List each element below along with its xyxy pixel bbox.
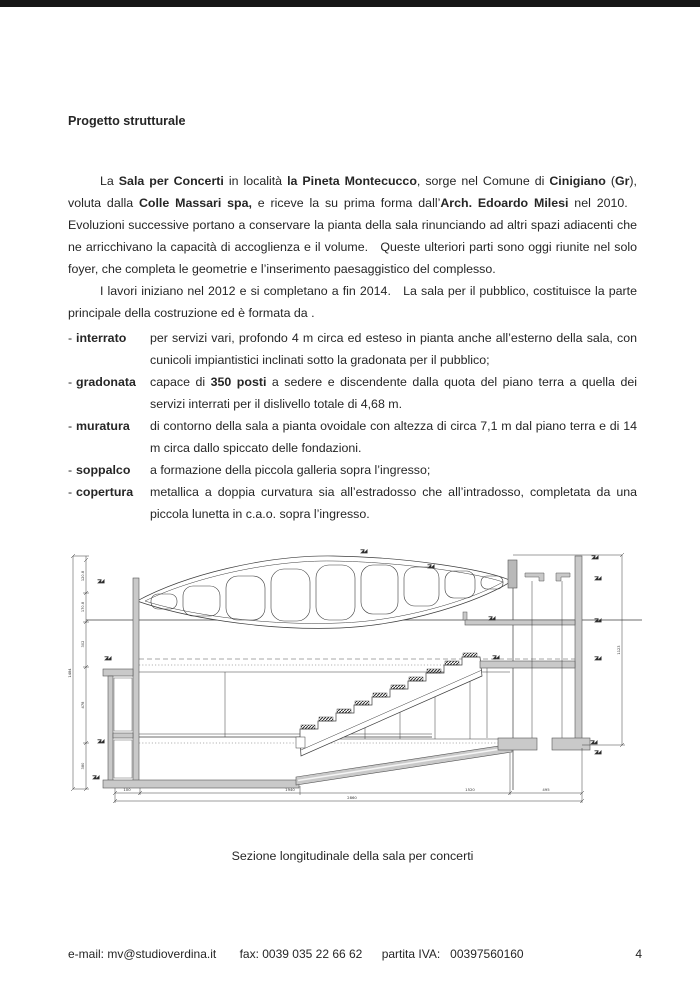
list-description: a formazione della piccola galleria sopra l’ingresso;: [150, 463, 431, 477]
section-drawing: [65, 543, 645, 813]
list-item: [68, 327, 637, 371]
svg-text:1484: 1484: [68, 668, 72, 678]
list-term: copertura: [76, 485, 134, 499]
list-item: [68, 481, 637, 525]
left-wall: [133, 578, 139, 787]
list-term: gradonata: [76, 375, 136, 389]
paragraph: La Sala per Concerti in località la Pineta Montecucco, sorge nel Comune di Cinigiano (Gr), voluta dalla Colle Massari spa, e riceve la su prima forma dall’Arch. Edoardo Milesi nel 2010. Evoluzioni successive portano a conservare la pianta della sala rinunciando ad altri spazi adiacenti che ne arricchivano la capacità di accoglienza e il volume. Queste ulteriori parti sono oggi riunite nel solo foyer, che completa le geometrie e l’inserimento paesaggistico del complesso.: [68, 174, 638, 276]
roof-truss: [137, 556, 512, 628]
list-term: muratura: [76, 419, 130, 433]
staircase: [296, 653, 487, 756]
scan-top-border: [0, 0, 700, 7]
list-dash: -: [68, 419, 73, 433]
svg-text:478: 478: [81, 701, 85, 709]
svg-text:302: 302: [81, 640, 85, 648]
list-dash: -: [68, 331, 73, 345]
list-description: capace di 350 posti a sedere e discendente dalla quota del piano terra a quella dei servizi interrati per il dislivello totale di 4,68 m.: [150, 375, 637, 411]
basement-box: [103, 669, 299, 788]
svg-text:100: 100: [123, 787, 131, 792]
body-text: [68, 170, 637, 525]
svg-text:1520: 1520: [465, 787, 475, 792]
svg-text:495: 495: [542, 787, 550, 792]
inclined-duct: [296, 744, 512, 785]
list-dash: -: [68, 485, 73, 499]
svg-text:1123: 1123: [617, 645, 621, 655]
svg-text:2860: 2860: [347, 795, 357, 800]
definition-list: [68, 327, 637, 525]
list-item: [68, 371, 637, 415]
page-title: Progetto strutturale: [68, 114, 186, 128]
list-description: per servizi vari, profondo 4 m circa ed esteso in pianta anche all’esterno della sala, con cunicoli impiantistici inclinati sotto la gradonata per il pubblico;: [150, 331, 637, 367]
list-item: [68, 415, 637, 459]
footer-fax: fax: 0039 035 22 66 62: [239, 947, 363, 961]
svg-text:1940: 1940: [285, 787, 295, 792]
svg-text:170.8: 170.8: [81, 601, 85, 613]
list-dash: -: [68, 375, 73, 389]
list-description: metallica a doppia curvatura sia all’estradosso che all’intradosso, completata da una piccola lunetta in c.a.o. sopra l’ingresso.: [150, 485, 637, 521]
list-description: di contorno della sala a pianta ovoidale con altezza di circa 7,1 m dal piano terra e di 14 m circa dallo spiccato delle fondazioni.: [150, 419, 637, 455]
list-dash: -: [68, 463, 73, 477]
page-number: 4: [635, 947, 642, 961]
list-term: interrato: [76, 331, 127, 345]
svg-text:380: 380: [81, 762, 85, 770]
left-dimension-chain: [71, 554, 89, 791]
paragraph: I lavori iniziano nel 2012 e si completano a fin 2014. La sala per il pubblico, costituisce la parte principale della costruzione ed è formata da .: [68, 284, 637, 320]
page-footer: [68, 947, 608, 961]
footer-email: e-mail: mv@studioverdina.it: [68, 947, 217, 961]
list-term: soppalco: [76, 463, 131, 477]
svg-text:120.8: 120.8: [81, 570, 85, 582]
footer-vat: partita IVA: 00397560160: [381, 947, 524, 961]
drawing-caption: Sezione longitudinale della sala per concerti: [231, 849, 474, 863]
list-item: [68, 459, 637, 481]
